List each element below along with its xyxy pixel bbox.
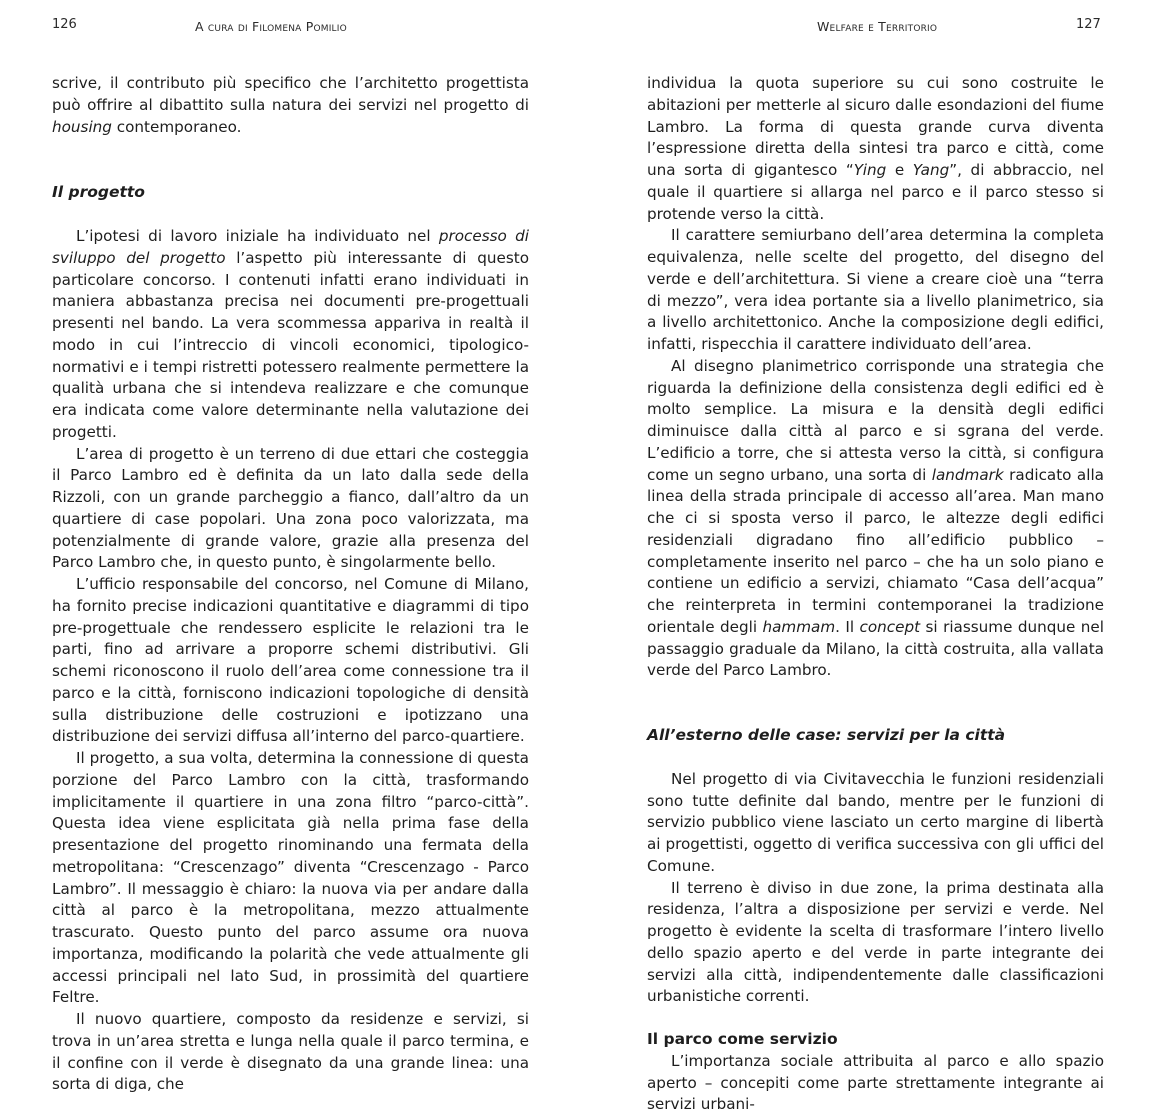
paragraph	[52, 444, 529, 575]
running-head: Welfare e Territorio	[817, 19, 938, 34]
spacer	[52, 138, 529, 182]
italic-term: processo di sviluppo del progetto	[52, 227, 529, 267]
paragraph	[52, 574, 529, 748]
text-run: Il nuovo quartiere, composto da residenze e servizi, si trova in un’area stretta e lunga nella quale il parco termina, e il confine con il verde è disegnato da una grande linea: una sorta di diga, che	[52, 1010, 529, 1094]
text-run: radicato alla linea della strada principale di accesso all’area. Man mano che ci si sposta verso il parco, le altezze degli edifici residenziali digradano fino all’edificio pubblico – completamente inserito nel parco – che ha un solo piano e contiene un edificio a servizi, chiamato “Casa dell’acqua” che reinterpreta in termini contemporanei la tradizione orientale degli	[647, 465, 1104, 636]
right-page	[580, 0, 1160, 1114]
text-run: ”, di abbraccio, nel quale il quartiere si allarga nel parco e il parco stesso si protende verso la città.	[647, 161, 1104, 223]
text-column	[52, 73, 529, 1096]
text-run: L’area di progetto è un terreno di due ettari che costeggia il Parco Lambro ed è definita da un lato dalla sede della Rizzoli, con un grande parcheggio a fianco, dall’altro da un quartiere di case popolari. Una zona poco valorizzata, ma potenzialmente di grande valore, grazie alla presenza del Parco Lambro che, in questo punto, è singolarmente bello.	[52, 444, 529, 572]
text-run: Il progetto, a sua volta, determina la connessione di questa porzione del Parco Lambro con la città, trasformando implicitamente il quartiere in una zona filtro “parco-città”. Questa idea viene esplicitata già nella prima fase della presentazione del progetto rinominando una fermata della metropolitana: “Crescenzago” diventa “Crescenzago - Parco Lambro”. Il messaggio è chiaro: la nuova via per andare dalla città al parco è la metropolitana, mezzo attualmente trascurato. Questo punto del parco assume ora nuova importanza, modificando la polarità che vede attualmente gli accessi principali nel lato Sud, in prossimità del quartiere Feltre.	[52, 749, 529, 1007]
section-heading: Il progetto	[52, 183, 145, 202]
running-head: A cura di Filomena Pomilio	[195, 19, 347, 34]
text-run: Al disegno planimetrico corrisponde una strategia che riguarda la definizione della consistenza degli edifici ed è molto semplice. La misura e la densità degli edifici diminuisce dalla città al parco e si sgrana del verde. L’edificio a torre, che si attesta verso la città, si configura come un segno urbano, una sorta di	[647, 356, 1104, 484]
text-run: l’aspetto più interessante di questo particolare concorso. I contenuti infatti erano individuati in maniera abbastanza precisa nei documenti pre-progettuali presenti nel bando. La vera scommessa appariva in realtà il modo in cui l’intreccio di vincoli economici, tipologico-normativi e i tempi ristretti potessero realmente permettere la qualità urbana che si intendeva realizzare e che comunque era indicata come valore determinante nella valutazione dei progetti.	[52, 248, 529, 441]
left-page	[0, 0, 580, 1094]
paragraph	[52, 1009, 529, 1096]
text-run: L’ipotesi di lavoro iniziale ha individuato nel	[76, 227, 439, 245]
section-heading: All’esterno delle case: servizi per la città	[647, 726, 1006, 744]
spacer	[647, 682, 1104, 725]
spacer	[52, 204, 529, 226]
text-run: Il carattere semiurbano dell’area determina la completa equivalenza, nelle scelte del progetto, del disegno del verde e dell’architettura. Si viene a creare cioè una “terra di mezzo”, vera idea portante sia a livello planimetrico, sia a livello architettonico. Anche la composizione degli edifici, infatti, rispecchia il carattere individuato dell’area.	[647, 226, 1104, 353]
text-run: . Il	[835, 617, 860, 636]
text-run: scrive, il contributo più specifico che l’architetto progettista può offrire al dibattito sulla natura dei servizi nel progetto di	[52, 74, 529, 114]
text-run: L’ufficio responsabile del concorso, nel Comune di Milano, ha fornito precise indicazioni quantitative e diagrammi di tipo pre-progettuale che rendessero esplicite le relazioni tra le parti, fino ad arrivare a proporre schemi distributivi. Gli schemi riconoscono il ruolo dell’area come connessione tra il parco e la città, forniscono indicazioni topologiche di densità sulla distribuzione delle costruzioni e ipotizzano una distribuzione dei servizi diffusa all’interno del parco-quartiere.	[52, 575, 529, 746]
text-run: L’importanza sociale attribuita al parco e allo spazio aperto – concepiti come parte strettamente integrante ai servizi urbani-	[647, 1051, 1104, 1114]
text-run: contemporaneo.	[111, 117, 242, 136]
subsection-heading: Il parco come servizio	[647, 1030, 838, 1048]
page-number: 127	[1076, 17, 1101, 32]
paragraph	[647, 1051, 1104, 1116]
italic-term: Yang	[912, 161, 950, 179]
paragraph	[647, 769, 1104, 878]
paragraph	[647, 356, 1104, 682]
paragraph	[52, 748, 529, 1009]
spacer	[647, 747, 1104, 769]
spacer	[647, 1008, 1104, 1029]
paragraph	[647, 73, 1104, 225]
text-run: Il terreno è diviso in due zone, la prima destinata alla residenza, l’altra a disposizione per servizi e verde. Nel progetto è evidente la scelta di trasformare l’intero livello dello spazio aperto e del verde in parte integrante dei servizi alla città, indipendentemente dalle classificazioni urbanistiche correnti.	[647, 878, 1104, 1006]
page-number: 126	[52, 17, 77, 32]
italic-term: concept	[859, 617, 921, 636]
paragraph	[647, 225, 1104, 356]
italic-term: landmark	[931, 465, 1004, 484]
paragraph	[647, 878, 1104, 1009]
text-column	[647, 73, 1104, 1116]
paragraph	[52, 73, 529, 138]
paragraph	[52, 226, 529, 444]
text-run: Nel progetto di via Civitavecchia le funzioni residenziali sono tutte definite dal bando, mentre per le funzioni di servizio pubblico viene lasciato un certo margine di libertà ai progettisti, oggetto di verifica successiva con gli uffici del Comune.	[647, 769, 1104, 875]
text-run: e	[886, 161, 913, 179]
text-run: individua la quota superiore su cui sono costruite le abitazioni per metterle al sicuro dalle esondazioni del fiume Lambro. La forma di questa grande curva diventa l’espressione diretta della sintesi tra parco e città, come una sorta di gigantesco “	[647, 74, 1104, 179]
italic-term: Ying	[853, 161, 887, 179]
italic-term: hammam	[762, 617, 836, 636]
text-run: si riassume dunque nel passaggio graduale da Milano, la città costruita, alla vallata verde del Parco Lambro.	[647, 617, 1104, 680]
italic-term: housing	[52, 117, 112, 136]
